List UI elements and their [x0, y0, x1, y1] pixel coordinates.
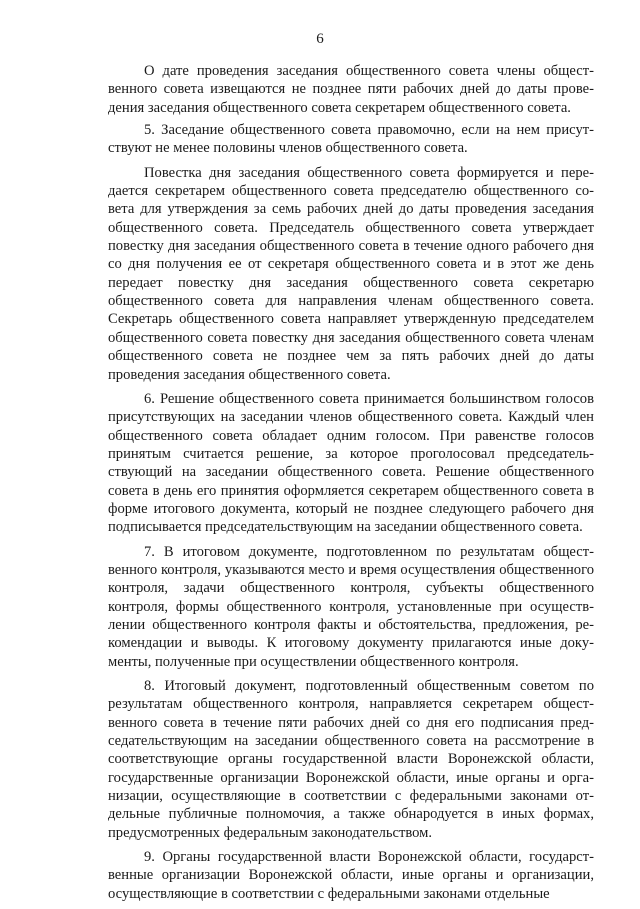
paragraph-9-authorities: 9. Органы государственной власти Воронежской области, государственные организации Воронежской области, иные органы и организации, осуществляющие в соответствии с федеральными законами отдельные [108, 849, 594, 902]
document-body [108, 62, 594, 909]
paragraph-7-final-document: 7. В итоговом документе, подготовленном по результатам общественного контроля, указываются место и время осуществления общественного контроля, задачи общественного контроля, субъекты общественного контроля, формы общественного контроля, установленные при осуществлении общественного контроля факты и обстоятельства, предложения, рекомендации и выводы. К итоговому документу прилагаются иные документы, полученные при осуществлении общественного контроля. [108, 543, 594, 670]
paragraph-8-submission: 8. Итоговый документ, подготовленный общественным советом по результатам общественного контроля, направляется секретарем общественного совета в течение пяти рабочих дней со дня его подписания председательствующим на заседании общественного совета на рассмотрение в соответствующие органы государственной власти Воронежской области, государственные организации Воронежской области, иные органы и организации, осуществляющие в соответствии с федеральными законами отдельные публичные полномочия, а также обнародуется в иных формах, предусмотренных федеральным законодательством. [108, 678, 594, 841]
paragraph-agenda: Повестка дня заседания общественного совета формируется и передается секретарем общественного совета председателю общественного совета для утверждения за семь рабочих дней до даты проведения заседания общественного совета. Председатель общественного совета утверждает повестку дня заседания общественного совета в течение одного рабочего дня со дня получения ее от секретаря общественного совета и в этот же день передает повестку дня заседания общественного совета секретарю общественного совета для направления членам общественного совета. Секретарь общественного совета направляет утвержденную председателем общественного совета повестку дня заседания общественного совета членам общественного совета не позднее чем за пять рабочих дней до даты проведения заседания общественного совета. [108, 164, 594, 383]
paragraph-5-quorum: 5. Заседание общественного совета правомочно, если на нем присутствуют не менее половины членов общественного совета. [108, 122, 594, 157]
paragraph-notice-of-meeting: О дате проведения заседания общественного совета члены общественного совета извещаются не позднее пяти рабочих дней до даты проведения заседания общественного совета секретарем общественного совета. [108, 63, 594, 116]
page-number: 6 [316, 31, 324, 47]
paragraph-6-decision: 6. Решение общественного совета принимается большинством голосов присутствующих на заседании членов общественного совета. Каждый член общественного совета обладает одним голосом. При равенстве голосов принятым считается решение, за которое проголосовал председательствующий на заседании общественного совета. Решение общественного совета в день его принятия оформляется секретарем общественного совета в форме итогового документа, который не позднее следующего рабочего дня подписывается председательствующим на заседании общественного совета. [108, 390, 594, 536]
